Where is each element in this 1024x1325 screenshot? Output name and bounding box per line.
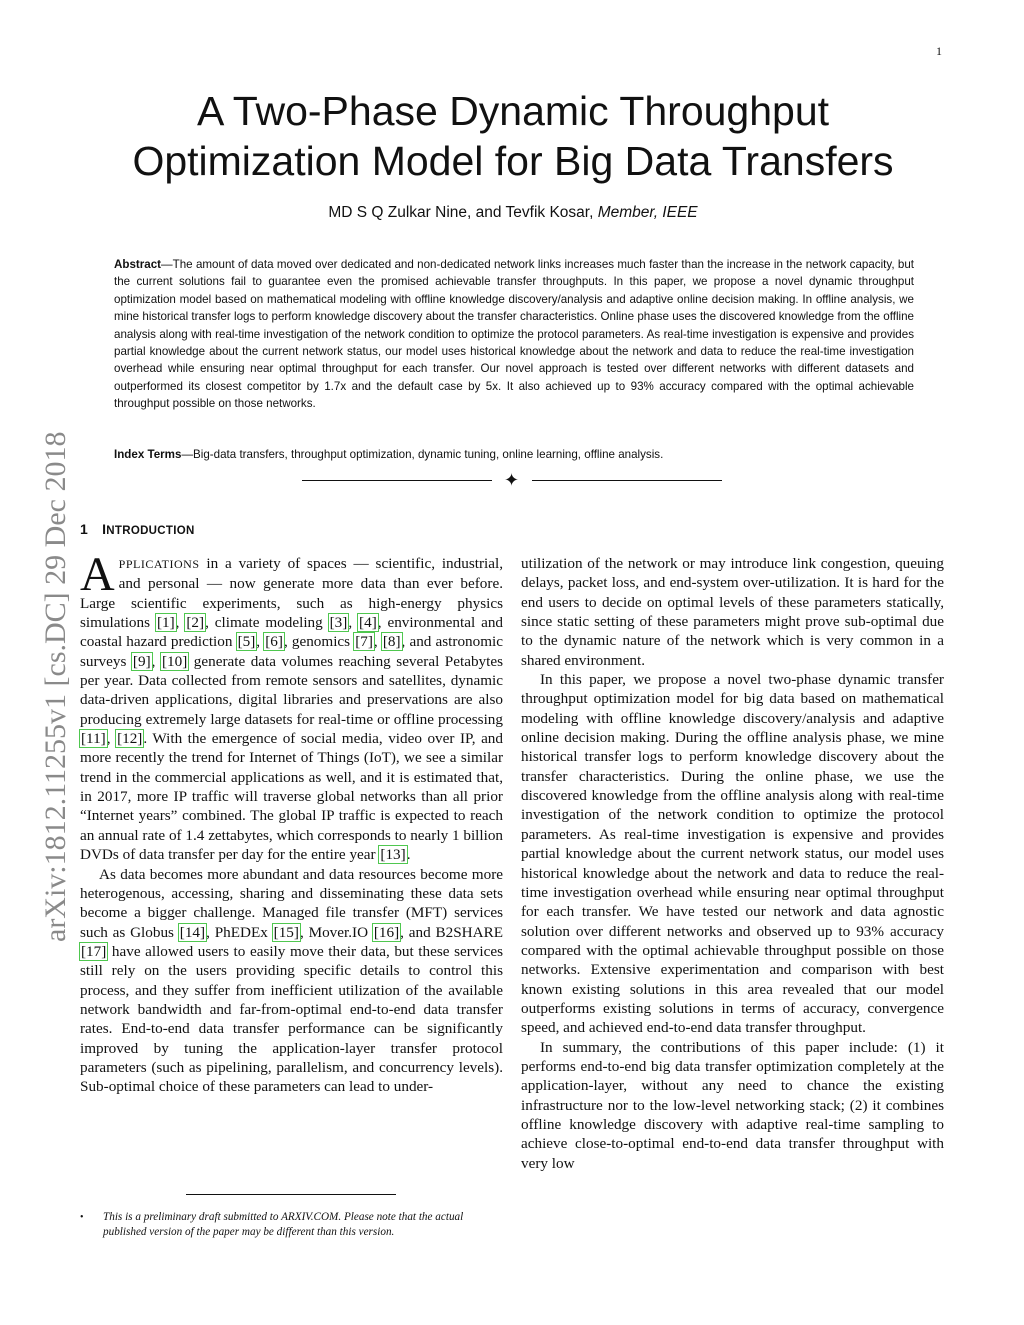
citation-link[interactable]: [15]	[273, 923, 299, 941]
intro-paragraph-3: utilization of the network or may introduce link congestion, queuing delays, packet loss, and end-system over-utilization. It is hard for the end users to decide on optimal levels of these parameters statically, since static setting of these parameters might prove sub-optimal due to the dynamic nature of the network which is very common in a shared environment.	[521, 555, 944, 669]
footnote-text: This is a preliminary draft submitted to ARXIV.COM. Please note that the actual published version of the paper may be different than this version.	[103, 1211, 464, 1238]
text-run: , genomics	[283, 633, 355, 651]
citation-link[interactable]: [9]	[132, 652, 151, 670]
text-run: in a variety of spaces — scientific, industrial, and personal — now generate more data than ever before. Large scientific experiments, such as high-energy physics simulations	[80, 555, 503, 632]
text-run: ,	[348, 614, 359, 632]
citation-link[interactable]: [6]	[265, 633, 283, 651]
text-run: have allowed users to easily move their data, but these services still rely on the users providing specific details to control this process, and they suffer from inefficient utilization of the available network bandwidth and far-from-optimal end-to-end data transfer rates. End-to-end data transfer performance can be significantly improved by tuning the application-layer transfer protocol parameters (such as pipelining, parallelism, and concurrency levels). Sub-optimal choice of these parameters can lead to under-	[80, 942, 503, 1096]
drop-cap: A	[80, 548, 115, 601]
citation-link[interactable]: [14]	[179, 923, 206, 941]
citation-link[interactable]: [10]	[161, 652, 188, 670]
citation-link[interactable]: [8]	[382, 633, 401, 651]
index-terms	[114, 446, 914, 463]
citation-link[interactable]: [4]	[359, 614, 377, 632]
text-run: , Mover.IO	[299, 923, 373, 941]
section-number: 1	[80, 521, 89, 537]
bullet-icon: •	[80, 1212, 84, 1223]
citation-link[interactable]: [7]	[355, 633, 373, 651]
text-run: generate data volumes reaching several Petabytes per year. Data collected from remote sensors and satellites, dynamic data-driven applications, digital libraries and preservations are also producing extremely large datasets for real-time or offline processing	[80, 652, 504, 728]
citation-link[interactable]: [1]	[156, 614, 175, 632]
text-run: , environmental and coastal hazard prediction	[80, 614, 504, 651]
authors	[80, 204, 946, 222]
footnote-rule	[186, 1194, 396, 1195]
citation-link[interactable]: [17]	[81, 942, 107, 960]
abstract-text: —The amount of data moved over dedicated and non-dedicated network links increases much faster than the increase in the network capacity, but the current solutions fail to guarantee even the promised achievable transfer throughputs. In this paper, we propose a novel dynamic throughput optimization model based on mathematical modeling with offline knowledge discovery/analysis and adaptive online decision making. In offline analysis, we mine historical transfer logs to perform knowledge discovery about the transfer characteristics. Online phase uses the discovered knowledge from the offline analysis along with real-time investigation of the network condition to optimize the protocol parameters. As real-time investigation is expensive and provides partial knowledge about the current network status, our model uses historical knowledge about the network and data to reduce the real-time investigation overhead while ensuring near optimal throughput for each transfer. Our novel approach is tested over different networks with different datasets and outperformed its closest competitor by 1.7x and the default case by 5x. It also achieved up to 93% accuracy compared with the optimal achievable throughput possible on those networks.	[114, 258, 914, 411]
citation-link[interactable]: [2]	[186, 614, 205, 632]
section-title-rest: NTRODUCTION	[106, 525, 195, 537]
text-run: , and astronomic surveys	[80, 633, 503, 670]
lead-smallcaps: PPLICATIONS	[118, 557, 200, 571]
left-column	[80, 548, 504, 1097]
section-heading	[80, 521, 195, 537]
text-run: . With the emergence of social media, video over IP, and more recently the trend for Internet of Things (IoT), we see a similar trend in the commercial applications as well, and it is estimated that, in 2017, more IP traffic will traverse global networks than all prior “Internet years” combined. The global IP traffic is expected to reach an annual rate of 1.4 zettabytes, which corresponds to nearly 1 billion DVDs of data transfer per day for the entire year	[80, 730, 504, 864]
text-run: ,	[175, 614, 186, 632]
text-run: , and B2SHARE	[400, 923, 503, 941]
page-number: 1	[936, 44, 942, 58]
author-membership: Member, IEEE	[597, 204, 698, 221]
author-names: MD S Q Zulkar Nine, and Tevfik Kosar,	[328, 204, 598, 221]
intro-paragraph-2	[80, 865, 503, 1097]
separator-rule-right	[532, 480, 722, 481]
text-run: ,	[151, 652, 161, 670]
citation-link[interactable]: [13]	[380, 846, 406, 864]
intro-paragraph-1	[80, 548, 504, 865]
paper-title: A Two-Phase Dynamic Throughput Optimization Model for Big Data Transfers	[132, 88, 894, 184]
index-terms-text: —Big-data transfers, throughput optimization, dynamic tuning, online learning, offline analysis.	[181, 448, 664, 461]
citation-link[interactable]: [5]	[237, 633, 256, 651]
text-run: As data becomes more abundant and data resources become more heterogenous, accessing, sharing and disseminating these data sets become a bigger challenge. Managed file transfer (MFT) services such as Globus	[80, 865, 503, 941]
intro-paragraph-4: In this paper, we propose a novel two-phase dynamic transfer throughput optimization model for big data based on mathematical modeling with offline knowledge discovery/analysis and adaptive online decision making. During the offline analysis phase, we mine historical transfer logs to perform knowledge discovery about the transfer characteristics. During the online phase, we use the discovered knowledge from the offline analysis along with real-time investigation of the network condition to optimize the protocol parameters. As real-time investigation is expensive and provides partial knowledge about the current network status, our model uses historical knowledge about the network and data to reduce the real-time investigation overhead while ensuring near optimal throughput for each transfer. We have tested our network and data agnostic solution over different networks and observed up to 93% accuracy compared with the optimal achievable throughput possible on those networks. Extensive experimentation and comparison with best known existing solutions in this area revealed that our model outperforms existing solutions in terms of accuracy, convergence speed, and achieved end-to-end data transfer throughput.	[521, 671, 944, 1037]
abstract-label: Abstract	[114, 258, 162, 271]
right-column	[521, 554, 944, 1173]
citation-link[interactable]: [16]	[373, 923, 400, 941]
citation-link[interactable]: [12]	[117, 730, 143, 748]
abstract	[114, 256, 914, 413]
separator-rule-left	[302, 480, 492, 481]
text-run: , climate modeling	[205, 614, 329, 632]
text-run: ,	[373, 633, 382, 651]
text-run: ,	[256, 633, 265, 651]
arxiv-stamp[interactable]: arXiv:1812.11255v1 [cs.DC] 29 Dec 2018	[39, 431, 72, 942]
citation-link[interactable]: [3]	[329, 614, 348, 632]
text-run: , PhEDEx	[206, 923, 273, 941]
text-run: ,	[106, 730, 117, 748]
citation-link[interactable]: [11]	[81, 730, 106, 748]
section-title-initial: I	[102, 521, 107, 537]
intro-paragraph-5: In summary, the contributions of this paper include: (1) it performs end-to-end big data transfer optimization completely at the application-layer, without any need to chance the existing infrastructure nor to the low-level networking stack; (2) it combines offline knowledge discovery with adaptive real-time sampling to achieve close-to-optimal end-to-end data transfer throughput with very low	[521, 1038, 944, 1172]
text-run: .	[406, 846, 411, 864]
diamond-separator-icon: ✦	[504, 470, 520, 490]
index-terms-label: Index Terms	[114, 448, 182, 461]
